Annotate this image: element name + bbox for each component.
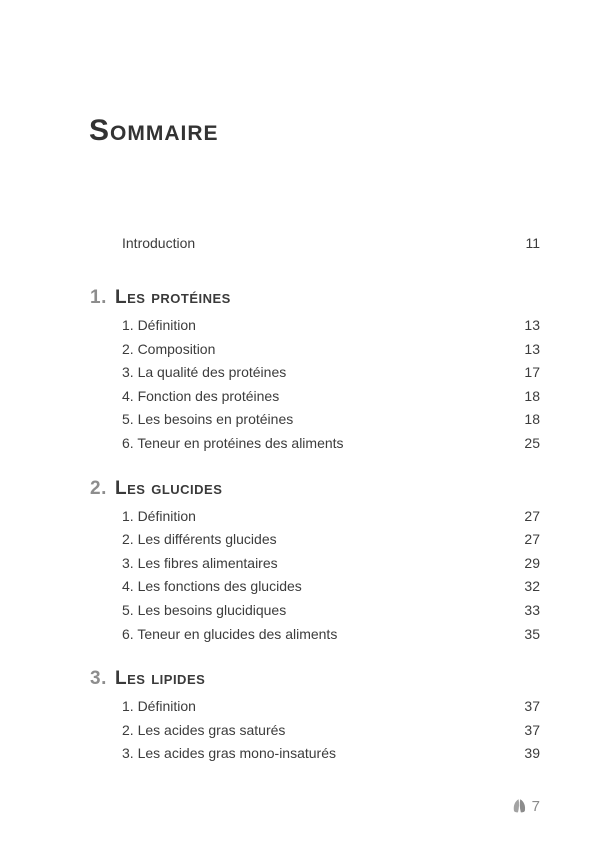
- toc-entry-label: Introduction: [122, 235, 196, 251]
- toc-entry-page: 25: [524, 434, 540, 451]
- toc-entry-page: 29: [524, 554, 540, 571]
- section-title: Les protéines: [115, 287, 231, 308]
- toc-entry: [90, 575, 540, 599]
- toc-entry-page: 13: [524, 340, 540, 357]
- toc-entry-label: 5. Les besoins en protéines: [122, 411, 294, 428]
- toc-entry-label: 2. Les acides gras saturés: [122, 721, 286, 738]
- toc-entry: [90, 361, 540, 385]
- toc-entry: [90, 623, 540, 647]
- toc-entry: [90, 314, 540, 338]
- toc-entry-page: 39: [524, 745, 540, 762]
- section-items: [90, 314, 540, 456]
- section-items: [90, 505, 540, 647]
- toc-entry-label: 4. Les fonctions des glucides: [122, 578, 302, 595]
- toc-entry: [90, 408, 540, 432]
- section-number: 2.: [90, 477, 107, 499]
- toc-entry-label: 1. Définition: [122, 317, 196, 333]
- toc-entry-page: 18: [524, 387, 540, 404]
- toc-entry-page: 32: [524, 578, 540, 595]
- toc-entry: [90, 505, 540, 529]
- toc-entry: [90, 432, 540, 456]
- toc-entry-label: 2. Composition: [122, 340, 216, 357]
- folio-page-number: 7: [531, 798, 540, 815]
- toc-entry-page: 11: [525, 235, 540, 251]
- toc-entry-label: 3. Les fibres alimentaires: [122, 554, 278, 571]
- toc-entry: [90, 528, 540, 552]
- toc-entry-label: 6. Teneur en glucides des aliments: [122, 625, 338, 642]
- toc-entry-page: 17: [524, 364, 540, 381]
- toc-entry: [90, 338, 540, 362]
- page-footer: [511, 798, 540, 815]
- section-heading: [90, 666, 540, 692]
- toc-entry-introduction: [90, 231, 540, 255]
- section-number: 1.: [90, 287, 107, 308]
- toc-entry-label: 1. Définition: [122, 698, 196, 715]
- section-heading: [90, 285, 540, 311]
- two-leaves-icon: [511, 798, 528, 815]
- section-title: Les glucides: [115, 477, 223, 499]
- toc-entry: [90, 742, 540, 766]
- toc-entry: [90, 385, 540, 409]
- toc-entry-label: 3. Les acides gras mono-insaturés: [122, 745, 336, 762]
- toc-entry: [90, 552, 540, 576]
- section-title: Les lipides: [115, 668, 206, 690]
- toc-entry-page: 35: [524, 625, 540, 642]
- table-of-contents: [90, 231, 540, 766]
- toc-entry-page: 27: [524, 531, 540, 548]
- toc-entry-label: 6. Teneur en protéines des aliments: [122, 434, 344, 451]
- toc-entry-label: 2. Les différents glucides: [122, 531, 277, 548]
- toc-section-lipides: [90, 666, 540, 766]
- toc-entry: [90, 719, 540, 743]
- toc-entry: [90, 599, 540, 623]
- toc-entry: [90, 695, 540, 719]
- toc-entry-page: 37: [524, 698, 540, 715]
- section-heading: [90, 476, 540, 502]
- toc-section-proteines: [90, 285, 540, 456]
- toc-entry-label: 4. Fonction des protéines: [122, 387, 280, 404]
- toc-entry-label: 3. La qualité des protéines: [122, 364, 287, 381]
- section-items: [90, 695, 540, 766]
- toc-entry-page: 13: [524, 317, 540, 333]
- toc-entry-page: 27: [524, 507, 540, 524]
- toc-entry-label: 5. Les besoins glucidiques: [122, 601, 287, 618]
- toc-entry-label: 1. Définition: [122, 507, 196, 524]
- toc-entry-page: 18: [524, 411, 540, 428]
- toc-section-glucides: [90, 476, 540, 647]
- page-title: Sommaire: [89, 114, 219, 148]
- toc-entry-page: 33: [524, 601, 540, 618]
- toc-entry-page: 37: [524, 721, 540, 738]
- section-number: 3.: [90, 668, 107, 690]
